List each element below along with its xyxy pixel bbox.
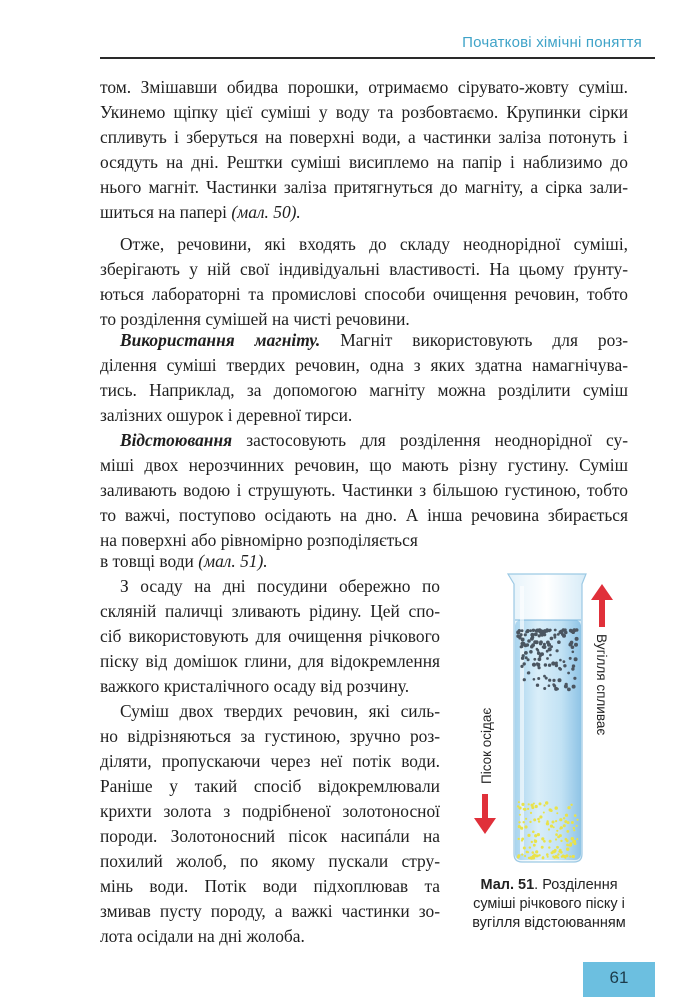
sand-particle xyxy=(545,801,548,804)
sand-particle xyxy=(539,815,542,818)
sand-particle xyxy=(538,854,540,856)
sand-particle xyxy=(530,856,532,858)
coal-particle xyxy=(548,664,551,667)
coal-particle xyxy=(536,662,539,665)
coal-particle xyxy=(571,630,575,634)
sand-particle xyxy=(576,838,578,840)
text-line: мінь води. Потік води підхоплював та xyxy=(100,876,440,896)
coal-particle xyxy=(563,664,566,667)
sand-particle xyxy=(546,853,549,856)
sand-particle xyxy=(547,856,549,858)
text-line: спливуть і зберуться на поверхні води, а частинки заліза потонуть і xyxy=(100,127,628,147)
sand-particle xyxy=(518,801,520,803)
text-line: ються лабораторні та промислові способи очищення речовин, тобто xyxy=(100,284,628,304)
sand-particle xyxy=(572,855,575,858)
sand-particle xyxy=(557,857,559,859)
text-line: сіб використовують для очищення річкового xyxy=(100,626,440,646)
coal-particle xyxy=(538,657,542,661)
sand-particle xyxy=(534,839,536,841)
sand-particle xyxy=(532,851,535,854)
coal-particle xyxy=(547,643,551,647)
sand-particle xyxy=(565,814,568,817)
sand-particle xyxy=(576,825,578,827)
coal-particle xyxy=(550,637,554,641)
text-line: міші двох нерозчинних речовин, що мають різну густину. Суміш xyxy=(100,455,628,475)
coal-particle xyxy=(556,688,559,691)
page-number: 61 xyxy=(609,968,629,987)
coal-particle xyxy=(544,663,547,666)
coal-particle xyxy=(557,640,561,644)
text-line: Укинемо щіпку цієї суміші у воду та розбовтаємо. Крупинки сірки xyxy=(100,102,628,122)
sand-particle xyxy=(557,836,560,839)
coal-particle xyxy=(573,677,576,680)
coal-particle xyxy=(524,633,527,636)
sand-particle xyxy=(571,821,574,824)
text-line: похилий жолоб, по якому пускали стру- xyxy=(100,851,440,871)
coal-particle xyxy=(548,684,551,687)
text-line: Суміш двох твердих речовин, які силь- xyxy=(120,701,440,721)
text-line xyxy=(100,200,628,224)
sand-particle xyxy=(550,825,553,828)
coal-particle xyxy=(538,634,541,637)
sand-particle xyxy=(521,839,523,841)
coal-particle xyxy=(558,678,562,682)
sand-particle xyxy=(518,821,520,823)
label-coal-floats: Вугілля спливає xyxy=(594,634,609,736)
coal-particle xyxy=(554,629,557,632)
arrow-down-icon xyxy=(474,794,496,834)
coal-particle xyxy=(553,634,556,637)
coal-particle xyxy=(524,651,528,655)
coal-particle xyxy=(525,630,528,633)
coal-particle xyxy=(564,684,568,688)
coal-particle xyxy=(527,671,530,674)
coal-particle xyxy=(535,640,539,644)
coal-particle xyxy=(567,688,571,692)
running-header: Початкові хімічні поняття xyxy=(462,34,642,51)
figure-reference: (мал. 51). xyxy=(198,551,268,571)
text-line: піску від домішок глини, для відокремлення xyxy=(100,651,440,671)
text-line: Отже, речовини, які входять до складу неоднорідної суміші, xyxy=(120,234,628,254)
coal-particle xyxy=(569,657,572,660)
coal-particle xyxy=(569,644,572,647)
sand-particle xyxy=(570,804,572,806)
text-line: осядуть на дні. Рештки суміші висиплемо на папір і наблизимо до xyxy=(100,152,628,172)
sand-particle xyxy=(517,856,520,859)
sand-particle xyxy=(533,844,536,847)
text-line xyxy=(100,549,440,573)
coal-particle xyxy=(520,633,523,636)
sand-particle xyxy=(548,828,550,830)
coal-particle xyxy=(537,651,541,655)
text-span: в товщі води xyxy=(100,551,194,571)
sand-particle xyxy=(543,840,546,843)
sand-particle xyxy=(527,834,530,837)
coal-particle xyxy=(558,667,561,670)
sand-particle xyxy=(521,803,524,806)
sand-particle xyxy=(571,837,574,840)
sand-particle xyxy=(535,850,538,853)
sand-particle xyxy=(525,818,527,820)
sand-particle xyxy=(537,818,540,821)
text-span: застосовують для розділення неоднорідної су- xyxy=(246,430,628,450)
coal-particle xyxy=(523,662,526,665)
text-line: Раніше у такий спосіб відокремлювали xyxy=(100,776,440,796)
coal-particle xyxy=(523,678,526,681)
sand-particle xyxy=(549,808,552,811)
text-line: зберігають у ній свої індивідуальні властивості. На цьому ґрунту- xyxy=(100,259,628,279)
coal-particle xyxy=(539,655,542,658)
sand-particle xyxy=(562,854,564,856)
sand-particle xyxy=(549,840,552,843)
coal-particle xyxy=(516,630,520,634)
sand-particle xyxy=(541,846,544,849)
sand-particle xyxy=(546,822,549,825)
sand-particle xyxy=(531,806,534,809)
sand-particle xyxy=(524,855,526,857)
coal-particle xyxy=(560,630,564,634)
coal-particle xyxy=(529,650,533,654)
sand-particle xyxy=(576,819,578,821)
coal-particle xyxy=(574,657,578,661)
coal-particle xyxy=(516,635,519,638)
coal-particle xyxy=(520,665,523,668)
coal-particle xyxy=(552,683,555,686)
coal-particle xyxy=(520,642,524,646)
sand-particle xyxy=(569,855,571,857)
text-line xyxy=(100,328,628,352)
coal-particle xyxy=(564,631,568,635)
sand-particle xyxy=(556,846,559,849)
sand-particle xyxy=(531,841,533,843)
coal-particle xyxy=(571,667,574,670)
sand-particle xyxy=(533,818,536,821)
coal-particle xyxy=(548,629,551,632)
coal-particle xyxy=(552,679,555,682)
sand-particle xyxy=(521,853,523,855)
sand-particle xyxy=(534,854,537,857)
sand-particle xyxy=(552,850,555,853)
coal-particle xyxy=(543,629,546,632)
sand-particle xyxy=(555,838,557,840)
coal-particle xyxy=(543,675,546,678)
sand-particle xyxy=(552,821,555,824)
coal-particle xyxy=(572,664,575,667)
sand-particle xyxy=(518,806,521,809)
coal-particle xyxy=(549,654,552,657)
sand-particle xyxy=(566,830,569,833)
text-line: лота осідали на дні жолоба. xyxy=(100,926,305,946)
text-line: скляній паличці зливають рідину. Цей спо- xyxy=(100,601,440,621)
text-line: змивав пусту породу, а важкі частинки зо- xyxy=(100,901,440,921)
sand-particle xyxy=(542,857,545,860)
sand-particle xyxy=(530,812,532,814)
sand-particle xyxy=(548,846,550,848)
coal-particle xyxy=(543,645,546,648)
sand-particle xyxy=(529,846,531,848)
coal-particle xyxy=(531,643,535,647)
sand-particle xyxy=(543,812,545,814)
text-line: породи. Золотоносний пісок насипáли на xyxy=(100,826,440,846)
sand-particle xyxy=(537,833,540,836)
sand-particle xyxy=(538,820,540,822)
text-line: важкого кристалічного осаду від розчину. xyxy=(100,676,410,696)
sand-particle xyxy=(573,827,575,829)
sand-particle xyxy=(556,812,558,814)
coal-particle xyxy=(535,633,538,636)
sand-particle xyxy=(555,806,558,809)
coal-particle xyxy=(536,648,539,651)
sand-particle xyxy=(526,851,529,854)
coal-particle xyxy=(551,661,555,665)
text-line: діляти, пропускаючи через неї потік води. xyxy=(100,751,440,771)
figure-reference: (мал. 50). xyxy=(231,202,301,222)
sand-particle xyxy=(539,802,542,805)
sand-particle xyxy=(524,825,527,828)
coal-particle xyxy=(536,630,539,633)
sand-particle xyxy=(566,848,569,851)
coal-particle xyxy=(539,640,543,644)
sand-particle xyxy=(555,820,557,822)
sand-particle xyxy=(555,833,558,836)
coal-particle xyxy=(522,654,525,657)
sand-particle xyxy=(566,839,569,842)
coal-particle xyxy=(559,659,562,662)
sand-particle xyxy=(532,831,535,834)
text-line xyxy=(100,428,628,452)
sand-particle xyxy=(523,847,526,850)
sand-particle xyxy=(563,824,566,827)
coal-particle xyxy=(532,629,535,632)
sand-particle xyxy=(567,806,570,809)
coal-particle xyxy=(533,658,536,661)
text-span: шиться на папері xyxy=(100,202,228,222)
text-line: но відрізняються за густиною, зручно роз- xyxy=(100,726,440,746)
coal-particle xyxy=(526,643,529,646)
coal-particle xyxy=(548,679,551,682)
sand-particle xyxy=(518,825,521,828)
sand-particle xyxy=(558,851,560,853)
sand-particle xyxy=(564,820,567,823)
figure-cylinder-illustration xyxy=(470,572,628,872)
sand-particle xyxy=(556,830,558,832)
text-line: то розділення сумішей на чисті речовини. xyxy=(100,309,410,329)
sand-particle xyxy=(528,803,530,805)
coal-particle xyxy=(575,628,579,632)
text-line: том. Змішавши обидва порошки, отримаємо сірувато-жовту суміш. xyxy=(100,77,628,97)
coal-particle xyxy=(543,687,546,690)
sand-particle xyxy=(534,834,536,836)
coal-particle xyxy=(574,643,578,647)
text-line: тись. Наприклад, за допомогою магніту можна розділити суміш xyxy=(100,380,628,400)
figure-number: Мал. 51 xyxy=(480,877,535,893)
text-span: Магніт використовують для роз- xyxy=(340,330,628,350)
sand-particle xyxy=(541,837,544,840)
coal-particle xyxy=(563,660,566,663)
coal-particle xyxy=(533,678,536,681)
sand-particle xyxy=(543,804,545,806)
text-line: то важчі, поступово осідають на дно. А інша речовина збирається xyxy=(100,505,628,525)
coal-particle xyxy=(530,633,534,637)
coal-particle xyxy=(546,657,549,660)
label-sand-settles: Пісок осідає xyxy=(479,707,494,784)
coal-particle xyxy=(571,645,575,649)
figure-caption-text: . Розділення суміші річкового піску і вугілля відстоюванням xyxy=(472,877,626,931)
sand-particle xyxy=(560,826,563,829)
coal-particle xyxy=(556,649,559,652)
sand-particle xyxy=(535,805,538,808)
page-number-badge xyxy=(583,962,655,997)
text-line: залізних ошурок і деревної тирси. xyxy=(100,405,353,425)
sand-particle xyxy=(563,817,565,819)
sand-particle xyxy=(553,857,555,859)
sand-particle xyxy=(519,814,521,816)
sand-particle xyxy=(527,808,529,810)
section-term-magnet: Використання магніту. xyxy=(120,330,321,350)
sand-particle xyxy=(565,857,567,859)
coal-particle xyxy=(548,647,552,651)
text-line: на поверхні або рівномірно розподіляється xyxy=(100,530,418,550)
coal-particle xyxy=(575,637,579,641)
sand-particle xyxy=(524,808,527,811)
coal-particle xyxy=(536,684,539,687)
text-line: нього магніт. Частинки заліза притягнуться до магніту, а сірка зали- xyxy=(100,177,628,197)
coal-particle xyxy=(572,651,575,654)
figure-caption xyxy=(462,876,636,933)
sand-particle xyxy=(532,856,535,859)
sand-particle xyxy=(523,821,525,823)
coal-particle xyxy=(527,658,530,661)
coal-particle xyxy=(532,663,536,667)
sand-particle xyxy=(574,842,577,845)
section-term-settling: Відстоювання xyxy=(120,430,233,450)
coal-particle xyxy=(529,629,532,632)
coal-particle xyxy=(567,672,570,675)
sand-particle xyxy=(566,844,569,847)
text-line: заливають водою і струшують. Частинки з більшою густиною, тобто xyxy=(100,480,628,500)
coal-particle xyxy=(537,677,540,680)
header-divider xyxy=(100,57,655,59)
sand-particle xyxy=(518,838,520,840)
sand-particle xyxy=(557,853,559,855)
text-line: ділення суміші твердих речовин, одна з яких здатна намагнічува- xyxy=(100,355,628,375)
arrow-up-icon xyxy=(591,584,613,627)
sand-particle xyxy=(573,829,575,831)
text-line: крихти золота з подрібненої золотоносної xyxy=(100,801,440,821)
sand-particle xyxy=(553,826,555,828)
sand-particle xyxy=(529,821,531,823)
sand-particle xyxy=(570,842,573,845)
sand-particle xyxy=(559,818,562,821)
text-line: З осаду на дні посудини обережно по xyxy=(120,576,440,596)
coal-particle xyxy=(521,629,524,632)
sand-particle xyxy=(574,814,577,817)
sand-particle xyxy=(560,840,562,842)
coal-particle xyxy=(555,662,558,665)
coal-particle xyxy=(572,685,576,689)
